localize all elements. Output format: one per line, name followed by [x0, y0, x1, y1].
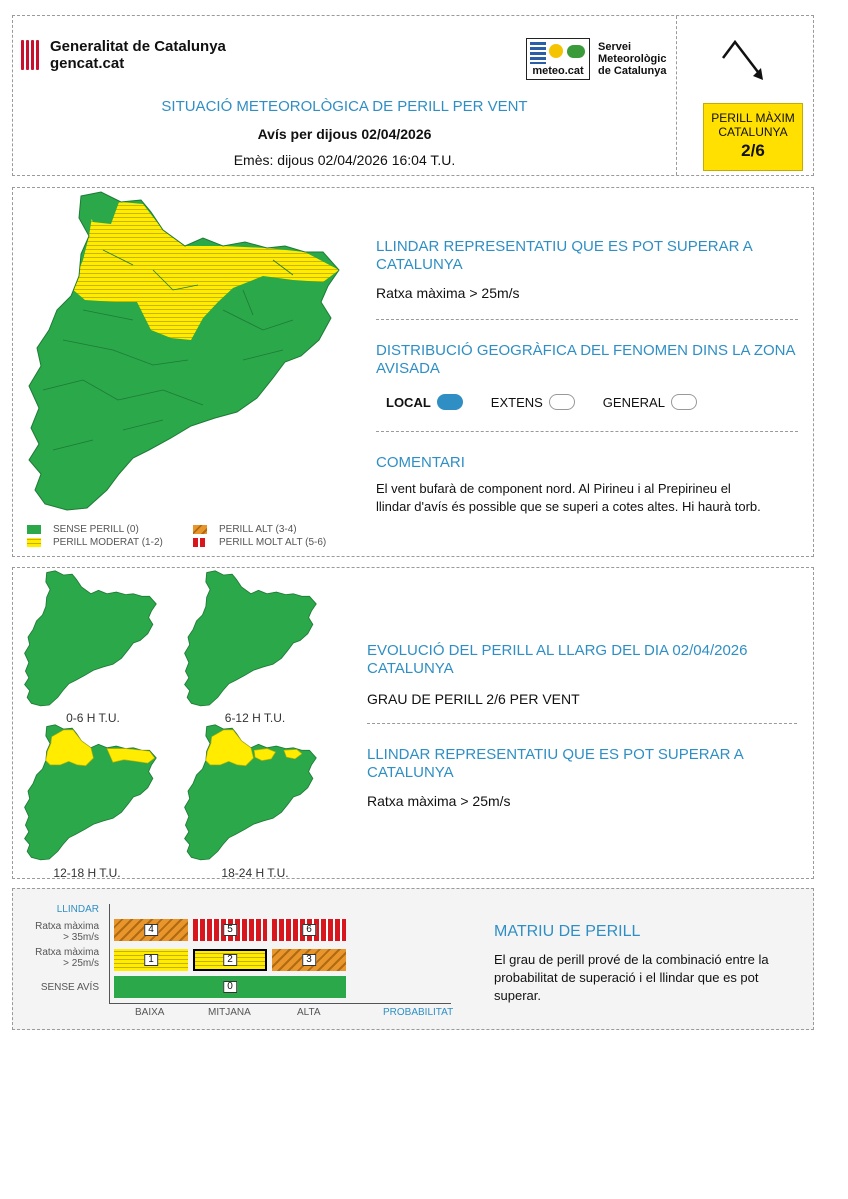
toggle-local: [386, 394, 463, 410]
legend-swatch: [27, 525, 41, 534]
matrix-llindar-label: LLINDAR: [56, 904, 99, 915]
matrix-cell-6: [272, 919, 346, 941]
max-danger-line1: PERILL MÀXIM: [711, 111, 795, 125]
period-label-0-6: 0-6 H T.U.: [66, 711, 120, 725]
toggle-extens-label: EXTENS: [490, 394, 543, 410]
legend-label: PERILL ALT (3-4): [219, 524, 297, 535]
legend-label: PERILL MODERAT (1-2): [53, 537, 163, 548]
max-danger-line2: CATALUNYA: [718, 125, 788, 139]
legend-item-sense-perill: [27, 524, 139, 535]
meteocat-url: meteo.cat: [532, 65, 584, 77]
cell-value: 2: [223, 954, 237, 966]
header-panel: [12, 15, 814, 176]
map-period-6-12: [179, 570, 321, 708]
matrix-row-high: [23, 921, 99, 943]
comentari-text: El vent bufarà de component nord. Al Pirineu i al Prepirineu el llindar d'avís és possible que se superi a cotes altes. Hi haurà torb.: [376, 481, 761, 514]
danger-matrix-panel: [12, 888, 814, 1030]
period-label-12-18: 12-18 H T.U.: [53, 866, 121, 880]
map-period-0-6: [19, 570, 161, 708]
evolution-title: EVOLUCIÓ DEL PERILL AL LLARG DEL DIA 02/04/2026 CATALUNYA: [367, 642, 748, 677]
legend-label: SENSE PERILL (0): [53, 524, 139, 535]
cell-value: 0: [223, 981, 237, 993]
gencat-name: Generalitat de Catalunya: [50, 38, 226, 55]
matrix-y-axis: [109, 904, 110, 1004]
legend-swatch: [193, 525, 207, 534]
cell-value: 1: [144, 954, 158, 966]
legend-item-perill-alt: [193, 524, 297, 535]
matrix-row-low-l1: Ratxa màxima: [35, 947, 99, 958]
matrix-text: El grau de perill prové de la combinació entre la probabilitat de superació i el llindar que es pot superar.: [494, 952, 769, 1003]
toggle-general-label: GENERAL: [602, 394, 665, 410]
matrix-title: MATRIU DE PERILL: [494, 923, 641, 940]
warning-date: Avís per dijous 02/04/2026: [257, 126, 432, 142]
toggle-general-indicator: [671, 394, 697, 410]
divider: [367, 723, 797, 724]
map-period-18-24: [179, 724, 321, 862]
issued-time: Emès: dijous 02/04/2026 16:04 T.U.: [233, 152, 456, 168]
x-label-probabilitat: PROBABILITAT: [383, 1007, 454, 1018]
legend-swatch: [27, 538, 41, 547]
wind-direction-arrow-icon: [713, 28, 773, 88]
matrix-row-high-l1: Ratxa màxima: [35, 921, 99, 932]
toggle-local-indicator: [437, 394, 463, 410]
toggle-general: [603, 394, 697, 410]
legend-swatch: [193, 538, 207, 547]
cell-value: 4: [144, 924, 158, 936]
toggle-extens: [491, 394, 575, 410]
evolution-llindar-title: LLINDAR REPRESENTATIU QUE ES POT SUPERAR A CATALUNYA: [367, 746, 743, 781]
map-period-12-18: [19, 724, 161, 862]
period-label-18-24: 18-24 H T.U.: [221, 866, 289, 880]
x-label-baixa: BAIXA: [135, 1007, 165, 1018]
gencat-url: gencat.cat: [50, 55, 125, 72]
toggle-extens-indicator: [549, 394, 575, 410]
cell-value: 6: [302, 924, 316, 936]
meteo-line1: Servei: [598, 41, 632, 53]
gencat-logo: [20, 38, 226, 72]
comentari-title: COMENTARI: [376, 454, 465, 471]
gencat-emblem-icon: [20, 40, 42, 70]
legend-item-perill-moderat: [27, 537, 163, 548]
evolution-llindar-value: Ratxa màxima > 25m/s: [367, 793, 511, 809]
max-danger-level: 2/6: [741, 141, 765, 160]
evolution-panel: [12, 567, 814, 879]
danger-grade: GRAU DE PERILL 2/6 PER VENT: [367, 691, 580, 707]
llindar-title: LLINDAR REPRESENTATIU QUE ES POT SUPERAR A CATALUNYA: [376, 238, 752, 273]
cell-value: 3: [302, 954, 316, 966]
matrix-cell-5: [193, 919, 267, 941]
divider: [376, 319, 798, 320]
period-label-6-12: 6-12 H T.U.: [224, 711, 286, 725]
divider: [376, 431, 798, 432]
distribucio-title: DISTRIBUCIÓ GEOGRÀFICA DEL FENOMEN DINS LA ZONA AVISADA: [376, 342, 795, 377]
meteocat-logo: [526, 38, 666, 80]
meteo-line2: Meteorològic: [598, 53, 667, 65]
meteo-line3: de Catalunya: [598, 65, 667, 77]
matrix-cell-0: [114, 976, 346, 998]
page-title: SITUACIÓ METEOROLÒGICA DE PERILL PER VENT: [161, 98, 528, 115]
max-danger-badge: [703, 103, 803, 171]
llindar-value: Ratxa màxima > 25m/s: [376, 285, 520, 301]
matrix-cell-4: [114, 919, 188, 941]
matrix-row-low: [23, 947, 99, 969]
legend-label: PERILL MOLT ALT (5-6): [219, 537, 327, 548]
legend-item-perill-molt-alt: [193, 537, 326, 548]
x-label-alta: ALTA: [297, 1007, 321, 1018]
matrix-row-high-l2: > 35m/s: [63, 932, 99, 943]
main-map-panel: [12, 187, 814, 557]
matrix-cell-3: [272, 949, 346, 971]
matrix-row-low-l2: > 25m/s: [63, 958, 99, 969]
x-label-mitjana: MITJANA: [208, 1007, 251, 1018]
distribution-toggles: [376, 394, 801, 410]
catalonia-main-map: [23, 190, 343, 515]
cell-value: 5: [223, 924, 237, 936]
meteocat-emblem-icon: [526, 38, 590, 80]
header-divider: [676, 16, 677, 175]
toggle-local-label: LOCAL: [386, 394, 431, 410]
matrix-row-none: SENSE AVÍS: [40, 982, 99, 993]
matrix-x-axis: [109, 1003, 451, 1004]
matrix-cell-1: [114, 949, 188, 971]
matrix-cell-2-selected: [193, 949, 267, 971]
